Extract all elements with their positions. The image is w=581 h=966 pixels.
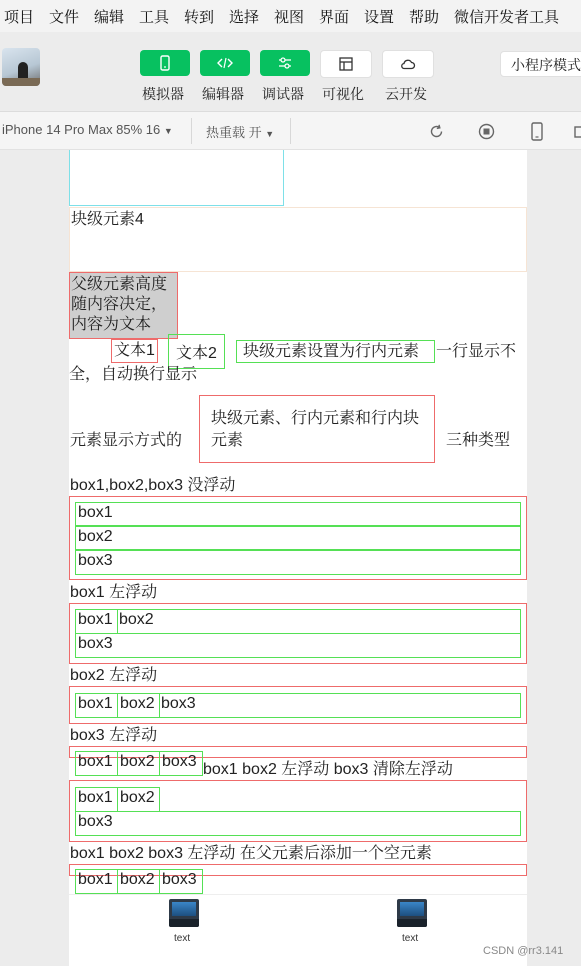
block-element-4	[69, 207, 527, 272]
monitor-icon	[169, 899, 199, 927]
section-title-box2-float: box2 左浮动	[70, 667, 158, 684]
box1: box1	[75, 609, 118, 634]
debugger-button[interactable]	[260, 50, 310, 76]
monitor-icon	[397, 899, 427, 927]
chevron-down-icon: ▼	[163, 126, 173, 136]
section-title-empty-element: box1 box2 box3 左浮动 在父元素后添加一个空元素	[70, 845, 432, 862]
inline-block-demo-text: 块级元素、行内元素和行内块元素	[211, 410, 420, 449]
chevron-down-icon: ▼	[265, 129, 275, 139]
section-title-no-float: box1,box2,box3 没浮动	[70, 477, 236, 494]
inline-block-demo	[199, 395, 435, 463]
menu-item-interface[interactable]: 界面	[319, 9, 350, 26]
debugger-label: 调试器	[262, 86, 304, 102]
tab-item-1[interactable]	[167, 899, 201, 945]
box3: box3	[159, 869, 203, 894]
divider	[290, 118, 291, 144]
window-icon[interactable]	[574, 124, 581, 140]
visualize-label: 可视化	[322, 86, 364, 102]
box2: box2	[117, 693, 160, 718]
mode-select[interactable]: 小程序模式	[500, 51, 581, 77]
menu-item-help[interactable]: 帮助	[409, 9, 440, 26]
hot-reload-label: 热重载 开	[206, 125, 262, 140]
box1: box1	[75, 751, 118, 776]
simulator-button[interactable]	[140, 50, 190, 76]
box2: box2	[117, 751, 160, 776]
box3: box3	[75, 550, 521, 575]
menu-item-view[interactable]: 视图	[274, 9, 305, 26]
debug-icon	[277, 55, 293, 71]
tab-item-2-label: text	[402, 933, 419, 944]
box2: box2	[117, 787, 160, 812]
phone-icon	[157, 55, 173, 71]
auto-height-parent	[69, 272, 178, 339]
cloud-dev-button[interactable]	[382, 50, 434, 78]
simulator-label: 模拟器	[142, 86, 184, 102]
menu-item-goto[interactable]: 转到	[184, 9, 215, 26]
box2: box2	[75, 526, 521, 550]
inline-block-label: 块级元素设置为行内元素	[243, 343, 420, 360]
inline-text-2-label: 文本2	[176, 345, 217, 362]
display-suffix: 三种类型	[446, 432, 511, 449]
box1: box1	[75, 502, 521, 526]
device-select[interactable]	[2, 122, 173, 137]
menu-item-file[interactable]: 文件	[49, 9, 80, 26]
box2: box2	[117, 869, 160, 894]
menu-item-settings[interactable]: 设置	[364, 9, 395, 26]
menu-item-select[interactable]: 选择	[229, 9, 260, 26]
divider	[191, 118, 192, 144]
stop-icon[interactable]	[478, 123, 495, 140]
avatar[interactable]	[2, 48, 40, 86]
tab-item-2[interactable]	[395, 899, 429, 945]
watermark: CSDN @rr3.141	[483, 945, 564, 957]
auto-height-text: 父级元素高度随内容决定，内容为文本	[71, 276, 168, 333]
inline-text-1-label: 文本1	[114, 342, 155, 359]
layout-icon	[338, 56, 354, 72]
editor-label: 编辑器	[202, 86, 244, 102]
box3: box3	[75, 693, 521, 718]
device-select-label: iPhone 14 Pro Max 85% 16	[2, 122, 161, 137]
editor-button[interactable]	[200, 50, 250, 76]
hot-reload-toggle[interactable]	[206, 122, 274, 141]
phone-preview-icon[interactable]	[530, 122, 544, 141]
inline-wrap-text-a: 一行显示不	[436, 343, 517, 360]
menu-item-project[interactable]: 项目	[4, 9, 35, 26]
box3: box3	[159, 751, 203, 776]
code-icon	[217, 55, 233, 71]
box1: box1	[75, 869, 118, 894]
simulator-screen	[69, 150, 527, 966]
inline-wrap-text-b: 全，自动换行显示	[69, 366, 198, 383]
block-element-4-text: 块级元素4	[71, 211, 144, 228]
menu-item-tools[interactable]: 工具	[139, 9, 170, 26]
inline-block-element	[236, 340, 435, 363]
box3: box3	[75, 633, 521, 658]
cloud-dev-label: 云开发	[385, 86, 427, 102]
box1: box1	[75, 787, 118, 812]
visualize-button[interactable]	[320, 50, 372, 78]
section-title-box3-float: box3 左浮动	[70, 727, 158, 744]
inline-text-1	[111, 339, 158, 363]
block-element-3	[69, 150, 284, 206]
refresh-icon[interactable]	[428, 123, 445, 140]
box2: box2	[75, 609, 521, 634]
inline-text-2	[168, 334, 225, 369]
section-title-box1-float: box1 左浮动	[70, 584, 158, 601]
tab-item-1-label: text	[174, 933, 191, 944]
menu-item-edit[interactable]: 编辑	[94, 9, 125, 26]
section-title-clear-float: box1 box2 左浮动 box3 清除左浮动	[203, 761, 453, 778]
menu-bar	[0, 0, 581, 32]
box1: box1	[75, 693, 118, 718]
menu-item-devtools[interactable]: 微信开发者工具	[454, 9, 560, 26]
box3: box3	[75, 811, 521, 836]
cloud-icon	[400, 56, 416, 72]
tab-bar	[69, 894, 527, 966]
display-prefix: 元素显示方式的	[70, 432, 183, 449]
